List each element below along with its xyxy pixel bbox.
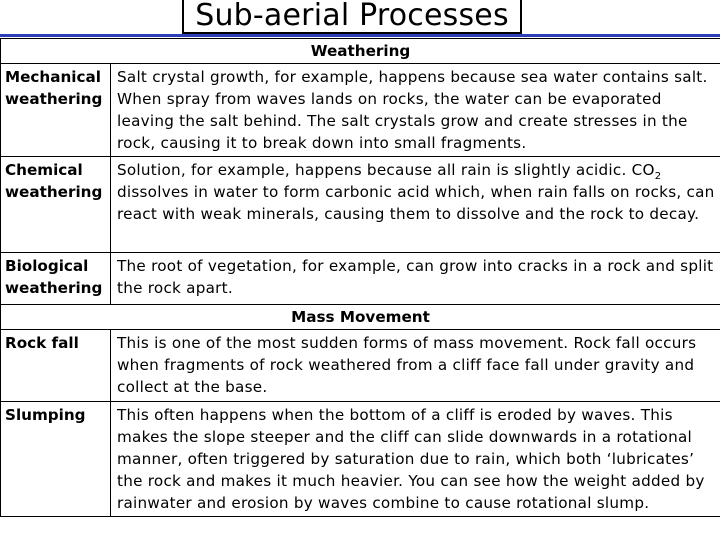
page-title: Sub-aerial Processes (195, 0, 509, 33)
section-heading-row (1, 39, 720, 64)
title-underline (0, 34, 720, 37)
row-text-mechanical: Salt crystal growth, for example, happens because sea water contains salt. When spray from waves lands on rocks, the water can be evaporated leaving the salt behind. The salt crystals grow and create stresses in the rock, causing it to break down into small fragments. (111, 64, 720, 157)
section-heading-mass-movement: Mass Movement (1, 305, 720, 330)
table-row (1, 64, 720, 157)
row-text-rock-fall: This is one of the most sudden forms of mass movement. Rock fall occurs when fragments of rock weathered from a cliff face fall under gravity and collect at the base. (111, 330, 720, 402)
title-bar (0, 0, 720, 34)
row-text-slumping: This often happens when the bottom of a cliff is eroded by waves. This makes the slope steeper and the cliff can slide downwards in a rotational manner, often triggered by saturation due to rain, which both ‘lubricates’ the rock and makes it much heavier. You can see how the weight added by rainwater and erosion by waves combine to cause rotational slump. (111, 402, 720, 517)
row-label-slumping: Slumping (1, 402, 111, 517)
section-heading-row (1, 305, 720, 330)
row-label-rock-fall: Rock fall (1, 330, 111, 402)
row-text-biological: The root of vegetation, for example, can grow into cracks in a rock and split the rock apart. (111, 253, 720, 305)
title-box (182, 0, 522, 34)
row-text-chemical (111, 157, 720, 253)
chemical-subscript: 2 (654, 171, 662, 183)
row-label-biological: Biological weathering (1, 253, 111, 305)
section-heading-weathering: Weathering (1, 39, 720, 64)
table-row (1, 157, 720, 253)
table-row (1, 402, 720, 517)
table-row (1, 253, 720, 305)
row-label-chemical: Chemical weathering (1, 157, 111, 253)
row-label-mechanical: Mechanical weathering (1, 64, 111, 157)
chemical-text-part-2: dissolves in water to form carbonic acid which, when rain falls on rocks, can react with weak minerals, causing them to dissolve and the rock to decay. (117, 183, 715, 223)
processes-table (0, 38, 720, 517)
table-row (1, 330, 720, 402)
chemical-text-part-1: Solution, for example, happens because all rain is slightly acidic. CO (117, 161, 655, 179)
